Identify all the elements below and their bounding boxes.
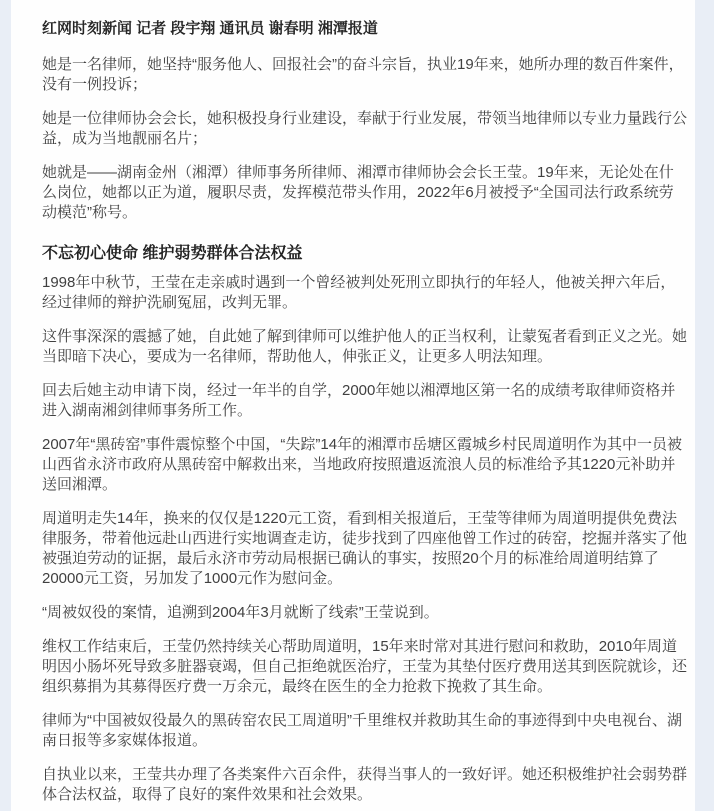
article-paragraph: 自执业以来，王莹共办理了各类案件六百余件，获得当事人的一致好评。她还积极维护社会弱势群体合法权益，取得了良好的案件效果和社会效果。 — [42, 766, 688, 803]
article-paragraph: 维权工作结束后，王莹仍然持续关心帮助周道明，15年来时常对其进行慰问和救助，2010年周道明因小肠坏死导致多脏器衰竭，但自己拒绝就医治疗，王莹为其垫付医疗费用送其到医院就诊，还组织募捐为其募得医疗费一万余元，最终在医生的全力抢救下挽救了其生命。 — [42, 638, 688, 695]
article-content-panel — [11, 0, 695, 811]
article-paragraph: 这件事深深的震撼了她，自此她了解到律师可以维护他人的正当权利，让蒙冤者看到正义之光。她当即暗下决心，要成为一名律师，帮助他人，伸张正义，让更多人明法知理。 — [42, 328, 688, 365]
news-article — [42, 18, 688, 805]
article-byline: 红网时刻新闻 记者 段宇翔 通讯员 谢春明 湘潭报道 — [42, 20, 378, 37]
article-paragraph: 周道明走失14年，换来的仅仅是1220元工资，看到相关报道后，王莹等律师为周道明提供免费法律服务，带着他远赴山西进行实地调查走访，徒步找到了四座他曾工作过的砖窑，挖掘并落实了他被强迫劳动的证据，最后永济市劳动局根据已确认的事实，按照20个月的标准给周道明结算了20000元工资，另加发了1000元作为慰问金。 — [42, 510, 688, 587]
article-paragraph: 2007年“黑砖窑”事件震惊整个中国，“失踪”14年的湘潭市岳塘区霞城乡村民周道明作为其中一员被山西省永济市政府从黑砖窑中解救出来，当地政府按照遣返流浪人员的标准给予其1220元补助并送回湘潭。 — [42, 436, 683, 493]
article-paragraph: 回去后她主动申请下岗，经过一年半的自学，2000年她以湘潭地区第一名的成绩考取律师资格并进入湖南湘剑律师事务所工作。 — [42, 382, 676, 419]
article-paragraph: 她就是——湖南金州（湘潭）律师事务所律师、湘潭市律师协会会长王莹。19年来，无论处在什么岗位，她都以正为道，履职尽责，发挥模范带头作用，2022年6月被授予“全国司法行政系统劳动模范”称号。 — [42, 164, 674, 221]
article-paragraph: 1998年中秋节，王莹在走亲戚时遇到一个曾经被判处死刑立即执行的年轻人，他被关押六年后，经过律师的辩护洗刷冤屈，改判无罪。 — [42, 274, 676, 311]
article-quote-paragraph: “周被奴役的案情，追溯到2004年3月就断了线索”王莹说到。 — [42, 604, 439, 621]
article-subheading: 不忘初心使命 维护弱势群体合法权益 — [42, 245, 303, 262]
article-paragraph: 她是一位律师协会会长，她积极投身行业建设，奉献于行业发展，带领当地律师以专业力量践行公益，成为当地靓丽名片； — [42, 110, 688, 147]
article-paragraph: 律师为“中国被奴役最久的黑砖窑农民工周道明”千里维权并救助其生命的事迹得到中央电视台、湖南日报等多家媒体报道。 — [42, 712, 682, 749]
article-paragraph: 她是一名律师，她坚持“服务他人、回报社会”的奋斗宗旨，执业19年来，她所办理的数百件案件，没有一例投诉； — [42, 56, 684, 93]
